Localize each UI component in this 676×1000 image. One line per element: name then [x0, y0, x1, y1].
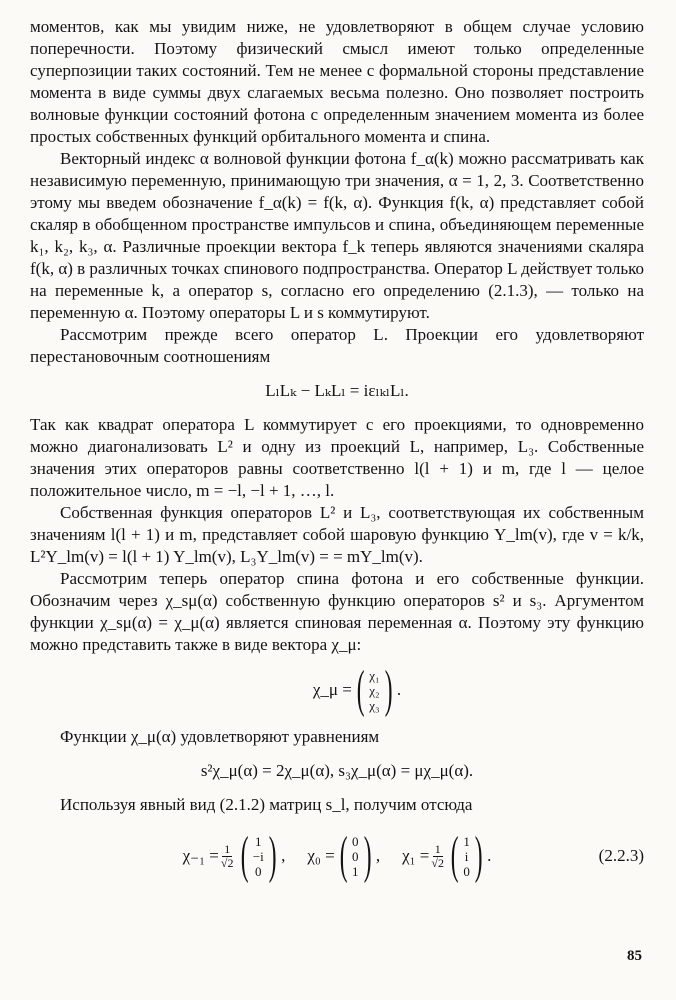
chi-component: χ₂ [369, 682, 380, 698]
paragraph-6: Рассмотрим теперь оператор спина фотона и его собственные функции. Обозначим через χ_sμ(α) собственную функцию операторов s² и s₃. Аргументом функции χ_sμ(α) = χ_μ(α) является спиновая переменная α. Поэтому эту функцию можно представить также в виде вектора χ_μ: [30, 569, 644, 654]
equation-number: (2.2.3) [598, 846, 644, 865]
one-over-sqrt2: $\frac{1}{√2}$ [220, 841, 234, 870]
equation-2-2-3: χ₋₁ = $\frac{1}{√2}$ ( 1 −i 0 ) , χ₀ = ( 0 0 1 ) , χ₁ = $\frac{1}{√2}$ ( 1 i 0 ) . (2.2.3) [182, 827, 644, 884]
paragraph-5: Собственная функция операторов L² и L₃, соответствующая их собственным значениям l(l + 1) и m, представляет собой шаровую функцию Y_lm(v), где v = k/k, L²Y_lm(v) = l(l + 1) Y_lm(v), L₃Y_lm(v) = = mY_lm(v). [30, 503, 644, 566]
chi-minus-lhs: χ₋₁ = [182, 846, 219, 865]
chi-minus-vector: ( 1 −i 0 ) [240, 827, 277, 884]
chi-plus-lhs: χ₁ = [402, 846, 430, 865]
one-over-sqrt2: $\frac{1}{√2}$ [431, 841, 444, 870]
chi-vector-formula: χ_μ = ( χ₁ χ₂ χ₃ ) . [312, 661, 402, 718]
chi-zero-vector: ( 0 0 1 ) [339, 827, 372, 884]
paragraph-4: Так как квадрат оператора L коммутирует с его проекциями, то одновременно можно диагонализовать L² и одну из проекций L, например, L₃. Собственные значения этих операторов равны соответственно l(l + 1) и m, где l — целое положительное число, m = −l, −l + 1, …, l. [30, 415, 644, 500]
paragraph-2: Векторный индекс α волновой функции фотона f_α(k) можно рассматривать как независимую переменную, принимающую три значения, α = 1, 2, 3. Соответственно этому мы введем обозначение f_α(k) = f(k, α). Функция f(k, α) представляет собой скаляр в обобщенном пространстве импульсов и спина, объединяющем переменные k₁, k₂, k₃, α. Различные проекции вектора f_k теперь являются значениями скаляра f(k, α) в различных точках спинового подпространства. Оператор L действует только на переменные k, а оператор s, согласно его определению (2.1.3), — только на переменную α. Поэтому операторы L и s коммутируют. [30, 149, 644, 322]
chi-equations-formula: s²χ_μ(α) = 2χ_μ(α), s₃χ_μ(α) = μχ_μ(α). [200, 761, 474, 780]
page-body [30, 16, 644, 882]
chi-component: χ₃ [369, 697, 380, 713]
paragraph-1: моментов, как мы увидим ниже, не удовлетворяют в общем случае условию поперечности. Поэтому физический смысл имеют только определенные суперпозиции таких состояний. Тем не менее с формальной стороны представление момента в виде суммы двух слагаемых весьма полезно. Оно позволяет построить волновые функции состояний фотона с определенным значением момента из более простых собственных функций орбитального момента и спина. [30, 17, 644, 146]
paragraph-3: Рассмотрим прежде всего оператор L. Проекции его удовлетворяют перестановочным соотношениям [30, 325, 644, 366]
chi-vector-lhs: χ_μ = [312, 680, 352, 699]
chi-plus-vector: ( 1 i 0 ) [450, 827, 483, 884]
commutator-formula: LₗLₖ − LₖLₗ = iεₗₖₗLₗ. [265, 381, 409, 400]
chi-column-vector: ( χ₁ χ₂ χ₃ ) [356, 661, 393, 718]
paragraph-8: Используя явный вид (2.1.2) матриц s_l, получим отсюда [60, 795, 473, 814]
paragraph-7: Функции χ_μ(α) удовлетворяют уравнениям [60, 727, 380, 746]
page-number: 85 [627, 948, 642, 964]
chi-component: χ₁ [369, 667, 380, 683]
chi-zero-lhs: χ₀ = [307, 846, 335, 865]
